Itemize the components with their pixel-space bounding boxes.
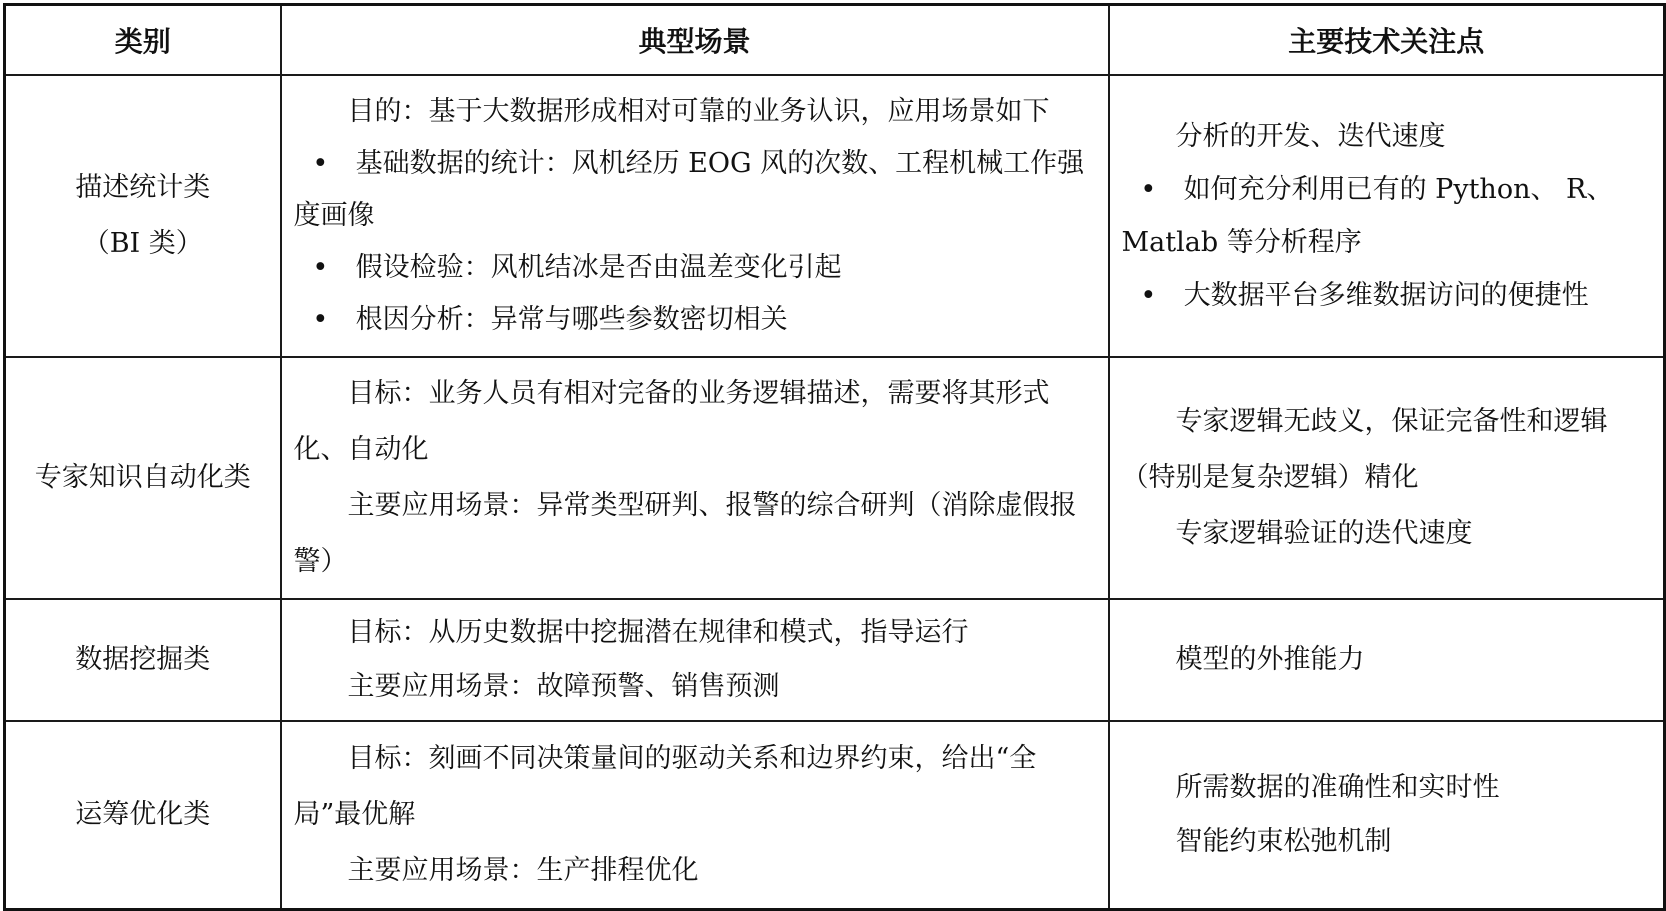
category-sublabel: （BI 类） bbox=[82, 228, 203, 259]
scenario-paragraph: 目标：刻画不同决策量间的驱动关系和边界约束，给出“全局”最优解 bbox=[293, 742, 1037, 830]
category-cell bbox=[5, 721, 281, 909]
table-row bbox=[5, 75, 1665, 357]
focus-paragraph: 模型的外推能力 bbox=[1175, 644, 1365, 675]
category-label: 专家知识自动化类 bbox=[34, 462, 251, 493]
bullet-icon: • bbox=[312, 304, 329, 335]
list-item bbox=[294, 242, 1098, 294]
header-scenario: 典型场景 bbox=[281, 5, 1109, 76]
header-focus: 主要技术关注点 bbox=[1109, 5, 1665, 76]
bullet-text: 如何充分利用已有的 Python、 R、Matlab 等分析程序 bbox=[1121, 174, 1614, 258]
focus-paragraph: 专家逻辑无歧义，保证完备性和逻辑（特别是复杂逻辑）精化 bbox=[1121, 406, 1608, 493]
technology-category-table bbox=[3, 3, 1666, 911]
focus-cell bbox=[1109, 599, 1665, 721]
document-table-container bbox=[3, 3, 1663, 906]
scenario-paragraph: 主要应用场景：故障预警、销售预测 bbox=[347, 671, 780, 702]
list-item bbox=[1122, 269, 1654, 322]
scenario-cell bbox=[281, 357, 1109, 599]
scenario-paragraph: 目标：业务人员有相对完备的业务逻辑描述，需要将其形式化、自动化 bbox=[293, 378, 1050, 465]
scenario-cell bbox=[281, 75, 1109, 357]
bullet-text: 假设检验：风机结冰是否由温差变化引起 bbox=[355, 252, 842, 283]
table-row bbox=[5, 357, 1665, 599]
category-cell bbox=[5, 75, 281, 357]
scenario-paragraph: 主要应用场景：生产排程优化 bbox=[347, 854, 699, 886]
scenario-intro: 目的：基于大数据形成相对可靠的业务认识，应用场景如下 bbox=[347, 96, 1050, 127]
category-cell bbox=[5, 357, 281, 599]
focus-cell bbox=[1109, 721, 1665, 909]
scenario-cell bbox=[281, 599, 1109, 721]
list-item bbox=[1122, 163, 1654, 269]
bullet-icon: • bbox=[1140, 174, 1157, 205]
table-row bbox=[5, 599, 1665, 721]
table-row bbox=[5, 721, 1665, 909]
header-category: 类别 bbox=[5, 5, 281, 76]
bullet-text: 基础数据的统计：风机经历 EOG 风的次数、工程机械工作强度画像 bbox=[293, 148, 1085, 231]
category-cell bbox=[5, 599, 281, 721]
bullet-icon: • bbox=[312, 148, 329, 179]
category-label: 描述统计类 bbox=[75, 172, 211, 203]
focus-cell bbox=[1109, 75, 1665, 357]
focus-paragraph: 所需数据的准确性和实时性 bbox=[1175, 771, 1500, 803]
bullet-icon: • bbox=[312, 252, 329, 283]
focus-intro: 分析的开发、迭代速度 bbox=[1175, 121, 1446, 152]
scenario-cell bbox=[281, 721, 1109, 909]
table-header-row bbox=[5, 5, 1665, 76]
category-label: 运筹优化类 bbox=[75, 798, 211, 830]
scenario-paragraph: 主要应用场景：异常类型研判、报警的综合研判（消除虚假报警） bbox=[293, 490, 1077, 577]
bullet-text: 大数据平台多维数据访问的便捷性 bbox=[1183, 280, 1589, 311]
scenario-paragraph: 目标：从历史数据中挖掘潜在规律和模式，指导运行 bbox=[347, 617, 969, 648]
list-item bbox=[294, 138, 1098, 242]
bullet-icon: • bbox=[1140, 280, 1157, 311]
focus-paragraph: 智能约束松弛机制 bbox=[1175, 825, 1392, 857]
category-label: 数据挖掘类 bbox=[75, 644, 211, 675]
focus-cell bbox=[1109, 357, 1665, 599]
list-item bbox=[294, 294, 1098, 346]
bullet-text: 根因分析：异常与哪些参数密切相关 bbox=[355, 304, 788, 335]
focus-paragraph: 专家逻辑验证的迭代速度 bbox=[1175, 518, 1473, 549]
